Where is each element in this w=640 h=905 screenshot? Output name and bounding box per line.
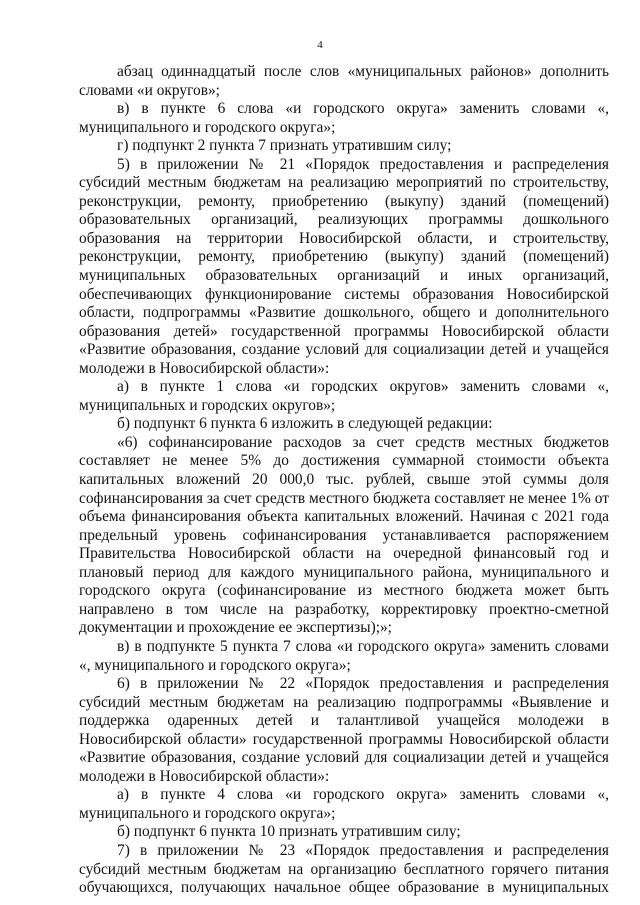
paragraph-9: 6) в приложении № 22 «Порядок предоставления и распределения субсидий местным бюджетам на реализацию подпрограммы «Выявление и поддержка одаренных детей и талантливой учащейся молодежи в Новосибирской области» государственной программы Новосибирской области «Развитие образования, создание условий для социализации детей и учащейся молодежи в Новосибирской области»: bbox=[79, 675, 609, 785]
paragraph-6: б) подпункт 6 пункта 6 изложить в следующей редакции: bbox=[117, 415, 493, 433]
paragraph-7: «6) софинансирование расходов за счет средств местных бюджетов составляет не менее 5% до достижения суммарной стоимости объекта капитальных вложений 20 000,0 тыс. рублей, свыше этой суммы доля софинансирования за счет средств местного бюджета составляет не менее 1% от объема финансирования объекта капитальных вложений. Начиная с 2021 года предельный уровень софинансирования устанавливается распоряжением Правительства Новосибирской области на очередной финансовый год и плановый период для каждого муниципального района, муниципального и городского округа (софинансирование из местного бюджета может быть направлено в том числе на разработку, корректировку проектно-сметной документации и прохождение ее экспертизы);»; bbox=[79, 433, 609, 637]
paragraph-4: 5) в приложении № 21 «Порядок предоставления и распределения субсидий местным бюджетам на реализацию мероприятий по строительству, реконструкции, ремонту, приобретению (выкупу) зданий (помещений) образовательных организаций, реализующих программы дошкольного образования на территории Новосибирской области, и строительству, реконструкции, ремонту, приобретению (выкупу) зданий (помещений) муниципальных образовательных организаций и иных организаций, обеспечивающих функционирование системы образования Новосибирской области, подпрограммы «Развитие дошкольного, общего и дополнительного образования детей» государственной программы Новосибирской области «Развитие образования, создание условий для социализации детей и учащейся молодежи в Новосибирской области»: bbox=[79, 155, 609, 377]
paragraph-1: абзац одиннадцатый после слов «муниципальных районов» дополнить словами «и округов»; bbox=[79, 63, 609, 99]
paragraph-5: а) в пункте 1 слова «и городских округов» заменить словами «, муниципальных и городских округов»; bbox=[79, 378, 609, 414]
paragraph-10: а) в пункте 4 слова «и городского округа» заменить словами «, муниципального и городского округа»; bbox=[79, 786, 609, 822]
paragraph-8: в) в подпункте 5 пункта 7 слова «и городского округа» заменить словами «, муниципального и городского округа»; bbox=[79, 637, 609, 674]
document-body bbox=[79, 63, 609, 898]
paragraph-3: г) подпункт 2 пункта 7 признать утратившим силу; bbox=[117, 137, 452, 155]
paragraph-11: б) подпункт 6 пункта 10 признать утратившим силу; bbox=[117, 823, 461, 841]
page-number: 4 bbox=[317, 39, 323, 51]
paragraph-2: в) в пункте 6 слова «и городского округа» заменить словами «, муниципального и городского округа»; bbox=[79, 100, 609, 136]
paragraph-12: 7) в приложении № 23 «Порядок предоставления и распределения субсидий местным бюджетам на организацию бесплатного горячего питания обучающихся, получающих начальное общее образование в муниципальных bbox=[79, 841, 609, 897]
